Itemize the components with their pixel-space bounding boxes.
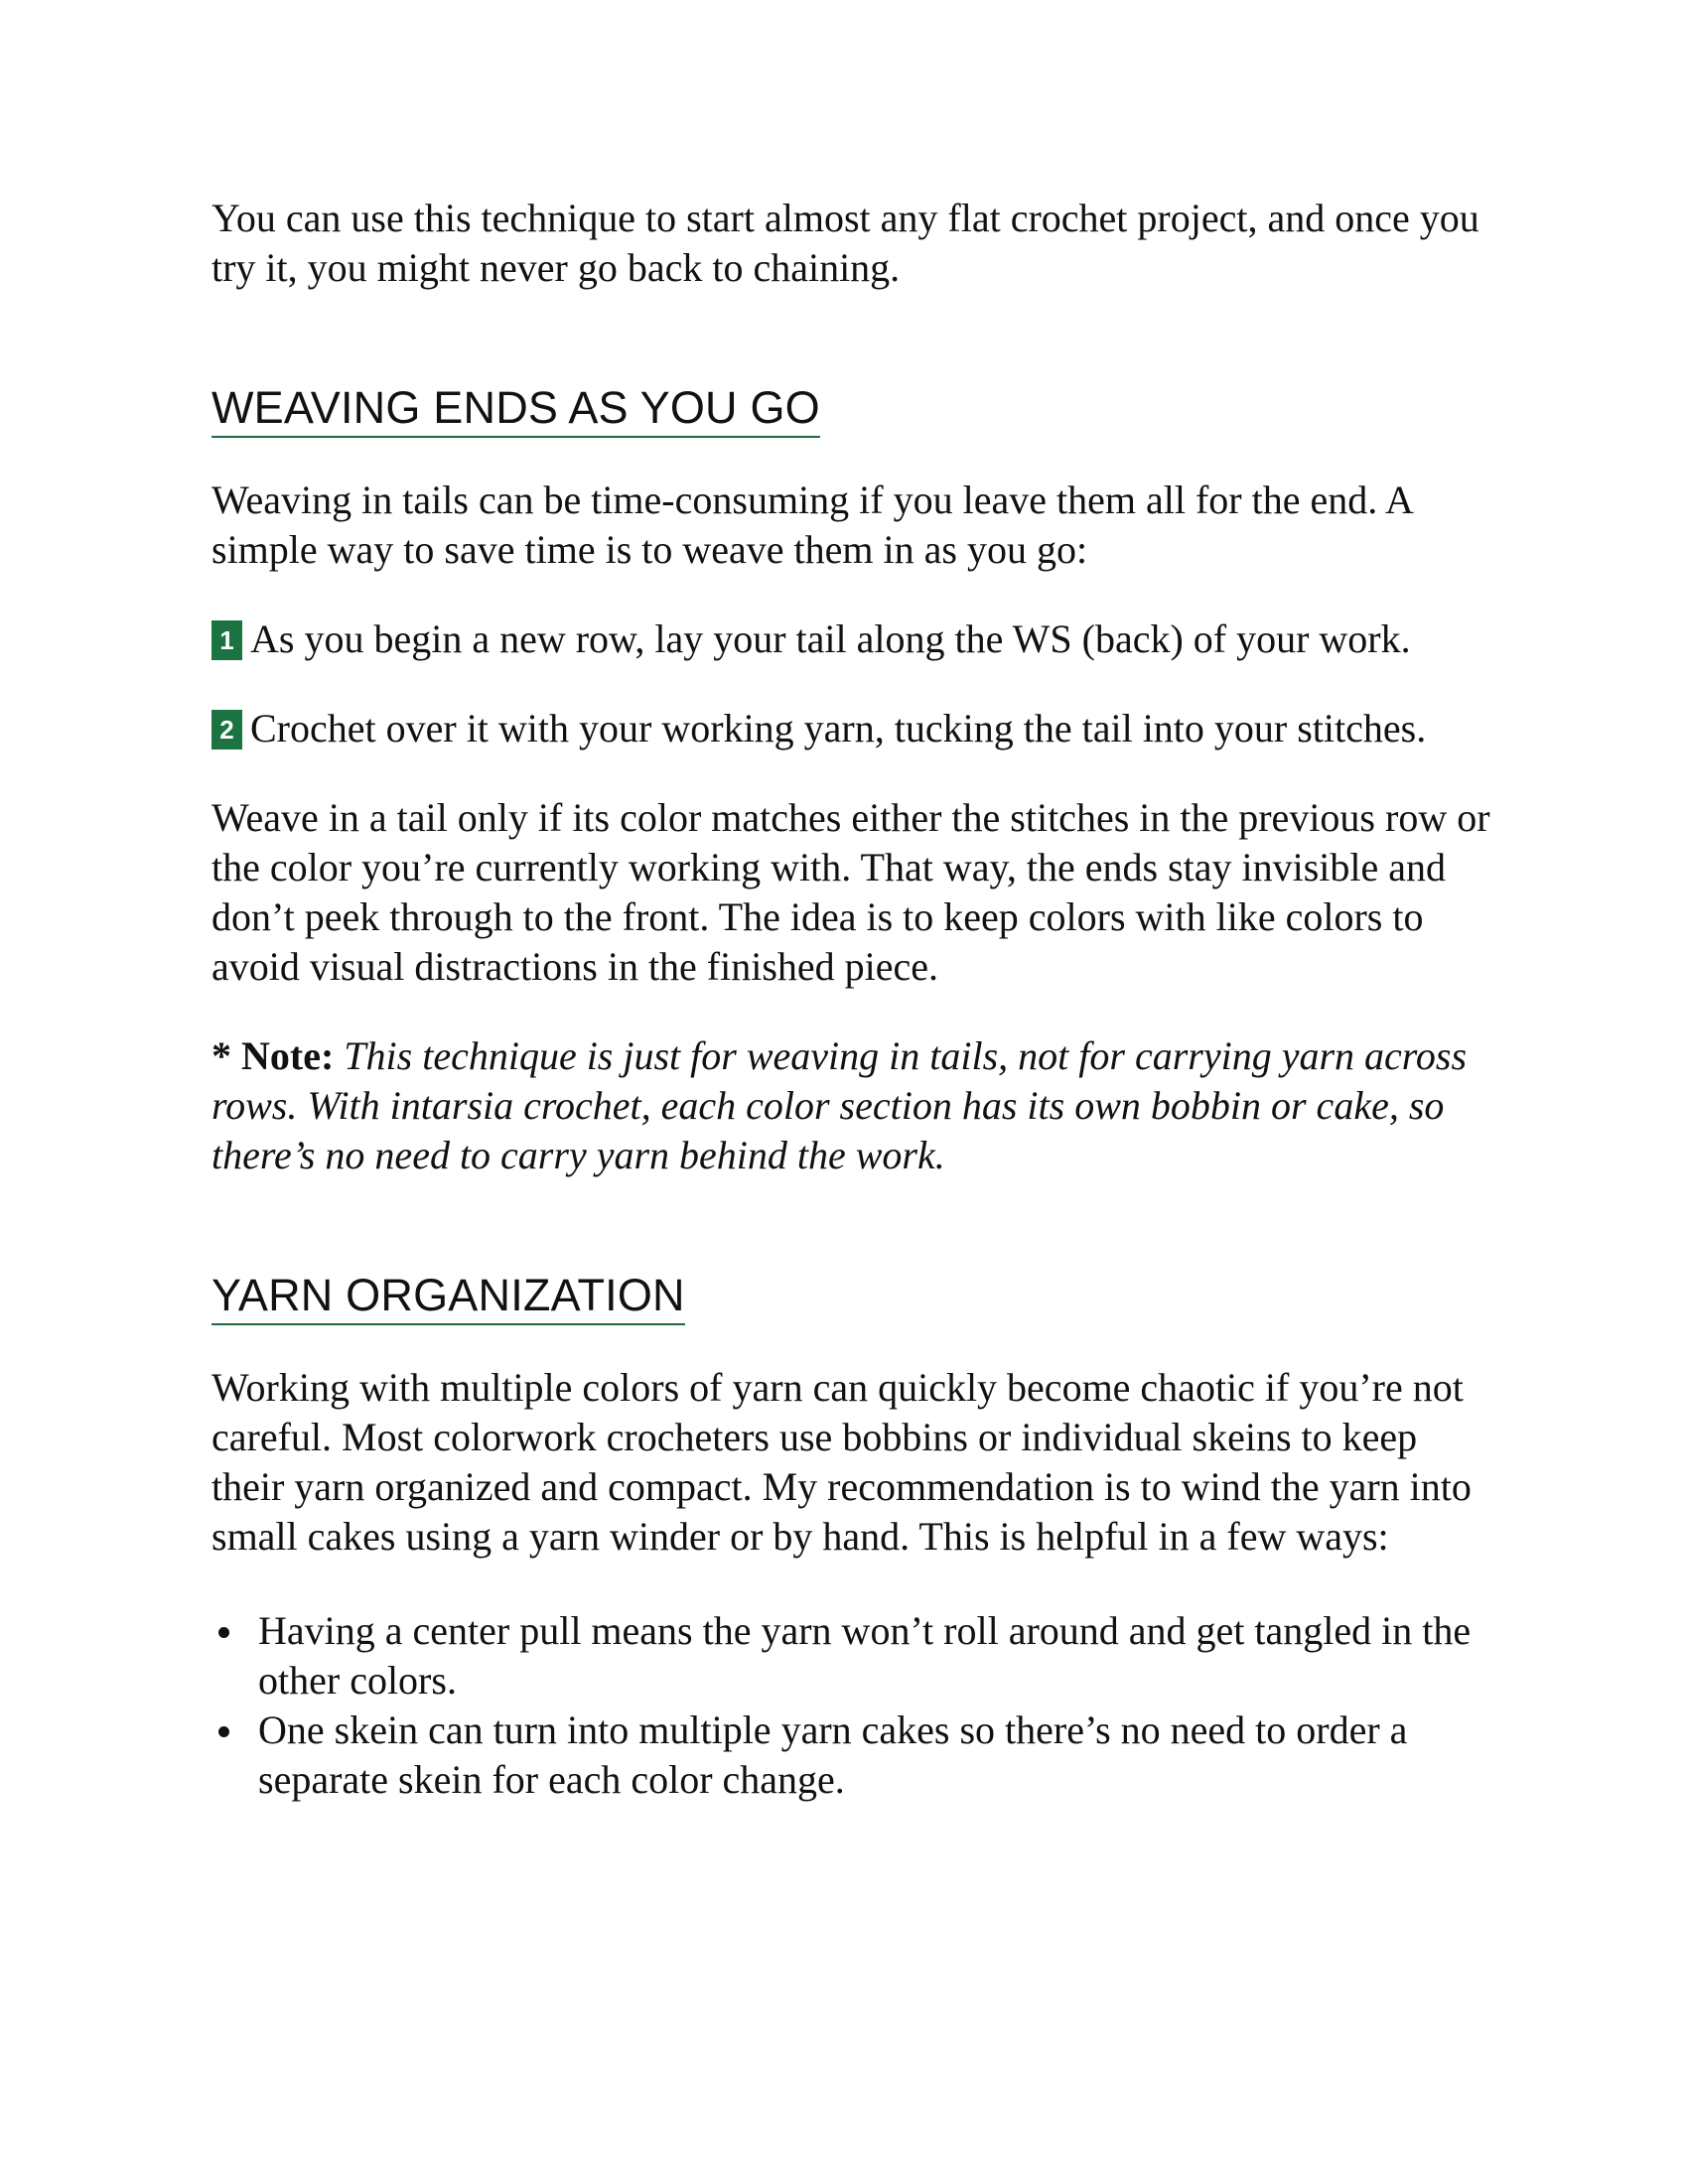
note-label: * Note: — [211, 1033, 335, 1078]
note-paragraph — [211, 1031, 1492, 1180]
page-content — [211, 194, 1492, 1805]
list-item — [211, 1606, 1492, 1706]
bullet-icon — [218, 1627, 229, 1638]
step-2 — [211, 704, 1492, 753]
note-text: This technique is just for weaving in tails, not for carrying yarn across rows. With intarsia crochet, each color section has its own bobbin or cake, so there’s no need to carry yarn behind the work. — [211, 1033, 1468, 1177]
step-1 — [211, 614, 1492, 664]
list-item-text: Having a center pull means the yarn won’t roll around and get tangled in the other colors. — [258, 1608, 1472, 1703]
weaving-paragraph: Weave in a tail only if its color matches either the stitches in the previous row or the color you’re currently working with. That way, the ends stay invisible and don’t peek through to the front. The idea is to keep colors with like colors to avoid visual distractions in the finished piece. — [211, 795, 1490, 989]
step-number-badge: 2 — [211, 710, 242, 750]
yarn-benefits-list — [211, 1606, 1492, 1805]
list-item-text: One skein can turn into multiple yarn cakes so there’s no need to order a separate skein for each color change. — [258, 1707, 1408, 1802]
step-number-badge: 1 — [211, 620, 242, 660]
yarn-organization-heading: YARN ORGANIZATION — [211, 1270, 685, 1325]
list-item — [211, 1706, 1492, 1805]
bullet-icon — [218, 1726, 229, 1737]
weaving-ends-heading: WEAVING ENDS AS YOU GO — [211, 382, 820, 438]
step-text: Crochet over it with your working yarn, tucking the tail into your stitches. — [250, 706, 1427, 751]
step-text: As you begin a new row, lay your tail along the WS (back) of your work. — [250, 616, 1411, 661]
yarn-paragraph: Working with multiple colors of yarn can quickly become chaotic if you’re not careful. Most colorwork crocheters use bobbins or individual skeins to keep their yarn organized and compact. My recommendation is to wind the yarn into small cakes using a yarn winder or by hand. This is helpful in a few ways: — [211, 1365, 1472, 1559]
weaving-intro-paragraph: Weaving in tails can be time-consuming if you leave them all for the end. A simple way to save time is to weave them in as you go: — [211, 478, 1412, 572]
intro-paragraph: You can use this technique to start almost any flat crochet project, and once you try it, you might never go back to chaining. — [211, 196, 1479, 290]
